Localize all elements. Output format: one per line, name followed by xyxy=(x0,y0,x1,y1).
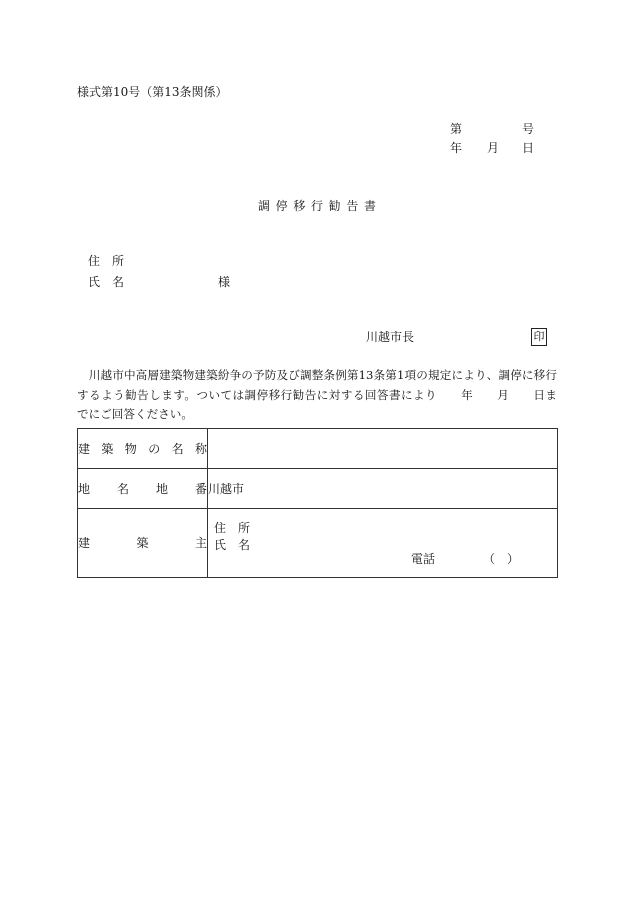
lot-label: 地 名 地 番 xyxy=(78,481,207,496)
body-line: でにご回答ください。 xyxy=(77,407,193,421)
form-number: 様式第10号（第13条関係） xyxy=(77,85,228,99)
lot-label-cell xyxy=(78,469,208,509)
building-info-table xyxy=(77,428,558,578)
document-number-prefix: 第 xyxy=(450,122,463,136)
building-name-label: 建 築 物 の 名 称 xyxy=(78,441,207,456)
body-paragraph xyxy=(77,366,557,425)
building-name-label-cell xyxy=(78,429,208,469)
builder-name-label: 氏 名 xyxy=(214,538,251,552)
lot-value-cell xyxy=(208,469,558,509)
date-year-label: 年 xyxy=(450,141,463,155)
recipient-address-label: 住 所 xyxy=(88,254,125,268)
document-number-suffix: 号 xyxy=(522,122,535,136)
builder-label-cell xyxy=(78,509,208,578)
body-line: 川越市中高層建築物建築紛争の予防及び調整条例第13条第1項の規定により、調停に移行 xyxy=(77,368,557,382)
issuer-name: 川越市長 xyxy=(366,330,415,344)
builder-value-cell xyxy=(208,509,558,578)
recipient-name-label: 氏 名 xyxy=(88,275,125,289)
builder-phone-label: 電話 xyxy=(411,552,436,566)
table-row xyxy=(78,469,558,509)
builder-label: 建 築 主 xyxy=(78,536,207,550)
seal-stamp-box: 印 xyxy=(531,328,547,346)
table-row xyxy=(78,509,558,578)
lot-value: 川越市 xyxy=(208,481,245,496)
building-name-value-cell xyxy=(208,429,558,469)
builder-address-label: 住 所 xyxy=(214,521,251,535)
document-title: 調 停 移 行 勧 告 書 xyxy=(258,199,376,213)
date-day-label: 日 xyxy=(522,141,535,155)
date-month-label: 月 xyxy=(487,141,500,155)
table-row xyxy=(78,429,558,469)
builder-phone-parens: （ ） xyxy=(483,552,520,566)
recipient-honorific: 様 xyxy=(218,275,231,289)
body-line: するよう勧告します。ついては調停移行勧告に対する回答書により 年 月 日ま xyxy=(77,387,557,402)
